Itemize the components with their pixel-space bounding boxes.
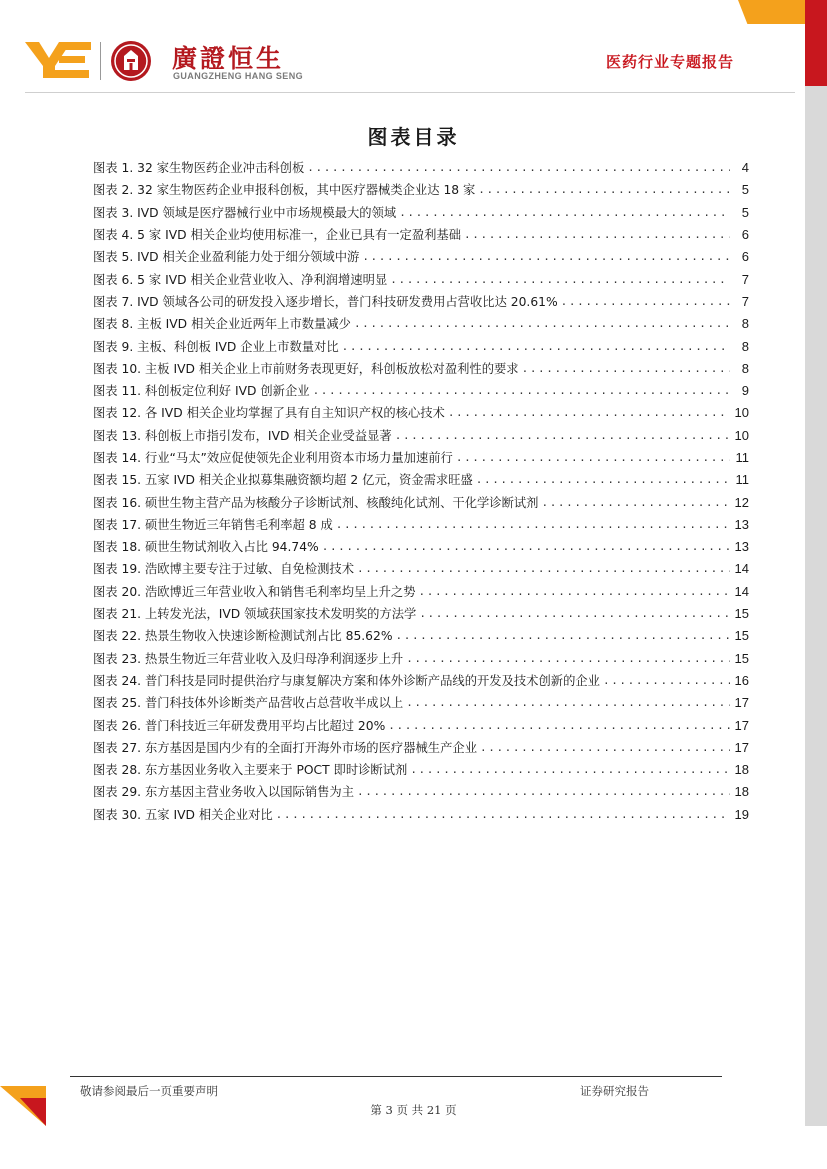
toc-leader-dots [561, 295, 730, 309]
toc-entry-label: 图表 20. 浩欧博近三年营业收入和销售毛利率均呈上升之势 [93, 584, 416, 599]
toc-leader-dots [357, 562, 730, 576]
toc-entry-page: 17 [734, 717, 749, 733]
toc-entry-label: 图表 11. 科创板定位利好 IVD 创新企业 [93, 384, 310, 399]
toc-entry-label: 图表 4. 5 家 IVD 相关企业均使用标准一，企业已具有一定盈利基础 [93, 228, 462, 243]
toc-entry-page: 8 [741, 338, 749, 354]
toc-entry-label: 图表 22. 热景生物收入快速诊断检测试剂占比 85.62% [93, 629, 393, 644]
toc-leader-dots [322, 540, 730, 554]
toc-list [93, 157, 749, 826]
toc-entry[interactable] [93, 291, 749, 313]
toc-entry[interactable] [93, 536, 749, 558]
toc-entry[interactable] [93, 648, 749, 670]
toc-entry-label: 图表 26. 普门科技近三年研发费用平均占比超过 20% [93, 718, 386, 733]
toc-leader-dots [464, 228, 730, 242]
toc-entry-label: 图表 30. 五家 IVD 相关企业对比 [93, 807, 273, 822]
toc-entry[interactable] [93, 402, 749, 424]
toc-entry-page: 17 [734, 739, 749, 755]
toc-entry-page: 10 [734, 427, 749, 443]
toc-leader-dots [362, 250, 730, 264]
toc-leader-dots [522, 362, 730, 376]
toc-entry-page: 19 [734, 806, 749, 822]
toc-entry[interactable] [93, 246, 749, 268]
toc-leader-dots [307, 161, 730, 175]
toc-entry-page: 7 [741, 293, 749, 309]
toc-entry[interactable] [93, 202, 749, 224]
toc-entry-page: 13 [734, 516, 749, 532]
toc-entry-page: 15 [734, 628, 749, 644]
toc-entry-page: 12 [734, 494, 749, 510]
toc-leader-dots [406, 696, 730, 710]
logo-divider [100, 42, 101, 80]
toc-entry[interactable] [93, 179, 749, 201]
toc-leader-dots [478, 183, 730, 197]
edge-bar-gray [805, 86, 827, 1126]
toc-entry-label: 图表 25. 普门科技体外诊断类产品营收占总营收半成以上 [93, 696, 404, 711]
toc-leader-dots [541, 496, 730, 510]
toc-entry-page: 10 [734, 405, 749, 421]
toc-entry[interactable] [93, 714, 749, 736]
toc-entry-label: 图表 9. 主板、科创板 IVD 企业上市数量对比 [93, 339, 339, 354]
toc-entry-label: 图表 13. 科创板上市指引发布，IVD 相关企业受益显著 [93, 428, 392, 443]
toc-entry-label: 图表 15. 五家 IVD 相关企业拟募集融资额均超 2 亿元，资金需求旺盛 [93, 473, 473, 488]
toc-entry[interactable] [93, 737, 749, 759]
toc-entry-page: 17 [734, 695, 749, 711]
footer-report-type: 证券研究报告 [580, 1084, 649, 1098]
seal-logo-icon [110, 40, 152, 82]
toc-entry[interactable] [93, 469, 749, 491]
toc-leader-dots [396, 629, 730, 643]
toc-entry-label: 图表 5. IVD 相关企业盈利能力处于细分领域中游 [93, 250, 360, 265]
toc-entry-page: 5 [741, 204, 749, 220]
toc-entry[interactable] [93, 603, 749, 625]
toc-entry-label: 图表 3. IVD 领域是医疗器械行业中市场规模最大的领域 [93, 205, 397, 220]
toc-leader-dots [395, 429, 730, 443]
brand-name-en: GUANGZHENG HANG SENG [173, 71, 304, 81]
ye-logo-icon [25, 40, 93, 80]
toc-leader-dots [603, 674, 730, 688]
toc-entry-label: 图表 12. 各 IVD 相关企业均掌握了具有自主知识产权的核心技术 [93, 406, 445, 421]
page-number: 第 3 页 共 21 页 [370, 1103, 457, 1117]
toc-entry-label: 图表 23. 热景生物近三年营业收入及归母净利润逐步上升 [93, 651, 404, 666]
toc-entry[interactable] [93, 670, 749, 692]
toc-entry-page: 8 [741, 316, 749, 332]
toc-entry-label: 图表 6. 5 家 IVD 相关企业营业收入、净利润增速明显 [93, 272, 388, 287]
toc-entry-page: 6 [741, 249, 749, 265]
toc-entry-label: 图表 17. 硕世生物近三年销售毛利率超 8 成 [93, 517, 333, 532]
toc-entry-label: 图表 19. 浩欧博主要专注于过敏、自免检测技术 [93, 562, 355, 577]
toc-leader-dots [336, 518, 730, 532]
toc-entry[interactable] [93, 759, 749, 781]
toc-leader-dots [456, 451, 730, 465]
toc-entry-page: 11 [735, 472, 749, 488]
toc-entry[interactable] [93, 335, 749, 357]
toc-entry[interactable] [93, 358, 749, 380]
toc-entry[interactable] [93, 380, 749, 402]
toc-leader-dots [448, 406, 730, 420]
toc-leader-dots [419, 585, 731, 599]
toc-leader-dots [357, 785, 730, 799]
report-type-label: 医药行业专题报告 [606, 53, 735, 71]
edge-bar-red [805, 0, 827, 86]
toc-entry[interactable] [93, 804, 749, 826]
toc-entry-page: 4 [741, 160, 749, 176]
toc-entry[interactable] [93, 514, 749, 536]
toc-entry[interactable] [93, 447, 749, 469]
toc-leader-dots [476, 473, 730, 487]
toc-entry-page: 13 [734, 539, 749, 555]
toc-leader-dots [410, 763, 730, 777]
toc-leader-dots [388, 719, 730, 733]
toc-leader-dots [399, 206, 730, 220]
toc-entry[interactable] [93, 491, 749, 513]
toc-entry-page: 11 [735, 450, 749, 465]
brand-name-cn: 廣證恒生 [172, 44, 285, 73]
toc-entry-label: 图表 24. 普门科技是同时提供治疗与康复解决方案和体外诊断产品线的开发及技术创新的企业 [93, 673, 600, 688]
footer-divider [70, 1076, 722, 1077]
toc-entry-page: 9 [741, 383, 749, 399]
toc-entry-label: 图表 10. 主板 IVD 相关企业上市前财务表现更好，科创板放松对盈利性的要求 [93, 361, 519, 376]
toc-entry-page: 15 [734, 606, 749, 622]
toc-entry-page: 16 [734, 672, 749, 688]
header-divider [25, 92, 795, 93]
toc-leader-dots [406, 652, 730, 666]
toc-entry-page: 8 [741, 360, 749, 376]
toc-leader-dots [419, 607, 730, 621]
page-title: 图表目录 [367, 125, 460, 149]
toc-entry-label: 图表 7. IVD 领域各公司的研发投入逐步增长，普门科技研发费用占营收比达 20.61% [93, 294, 558, 309]
disclaimer-note: 敬请参阅最后一页重要声明 [80, 1084, 218, 1098]
toc-entry[interactable] [93, 625, 749, 647]
toc-entry[interactable] [93, 425, 749, 447]
toc-entry[interactable] [93, 268, 749, 290]
toc-entry-label: 图表 21. 上转发光法，IVD 领域获国家技术发明奖的方法学 [93, 607, 417, 622]
toc-leader-dots [354, 317, 730, 331]
toc-entry-label: 图表 16. 硕世生物主营产品为核酸分子诊断试剂、核酸纯化试剂、干化学诊断试剂 [93, 495, 539, 510]
toc-entry-label: 图表 8. 主板 IVD 相关企业近两年上市数量减少 [93, 317, 351, 332]
toc-entry-label: 图表 1. 32 家生物医药企业冲击科创板 [93, 161, 305, 176]
toc-entry[interactable] [93, 692, 749, 714]
toc-entry[interactable] [93, 157, 749, 179]
toc-entry[interactable] [93, 581, 749, 603]
toc-leader-dots [342, 340, 730, 354]
toc-entry-page: 18 [734, 784, 749, 800]
toc-entry-page: 7 [741, 271, 749, 287]
toc-entry-label: 图表 27. 东方基因是国内少有的全面打开海外市场的医疗器械生产企业 [93, 740, 477, 755]
toc-entry-label: 图表 14. 行业“马太”效应促使领先企业利用资本市场力量加速前行 [93, 451, 453, 465]
toc-entry-page: 14 [734, 583, 749, 599]
toc-leader-dots [313, 384, 730, 398]
toc-leader-dots [480, 741, 730, 755]
toc-leader-dots [390, 273, 730, 287]
toc-entry[interactable] [93, 224, 749, 246]
toc-entry-page: 18 [734, 762, 749, 778]
corner-accent-yellow [738, 0, 805, 24]
toc-entry-page: 15 [734, 650, 749, 666]
toc-leader-dots [276, 808, 730, 822]
toc-entry-page: 6 [741, 227, 749, 243]
toc-entry-label: 图表 2. 32 家生物医药企业申报科创板，其中医疗器械类企业达 18 家 [93, 183, 476, 198]
toc-entry-label: 图表 28. 东方基因业务收入主要来于 POCT 即时诊断试剂 [93, 763, 408, 778]
toc-entry-page: 5 [741, 182, 749, 198]
toc-entry[interactable] [93, 313, 749, 335]
toc-entry-label: 图表 29. 东方基因主营业务收入以国际销售为主 [93, 785, 355, 800]
toc-entry-label: 图表 18. 硕世生物试剂收入占比 94.74% [93, 540, 319, 555]
toc-entry-page: 14 [734, 561, 749, 577]
toc-entry[interactable] [93, 558, 749, 580]
toc-entry[interactable] [93, 781, 749, 803]
